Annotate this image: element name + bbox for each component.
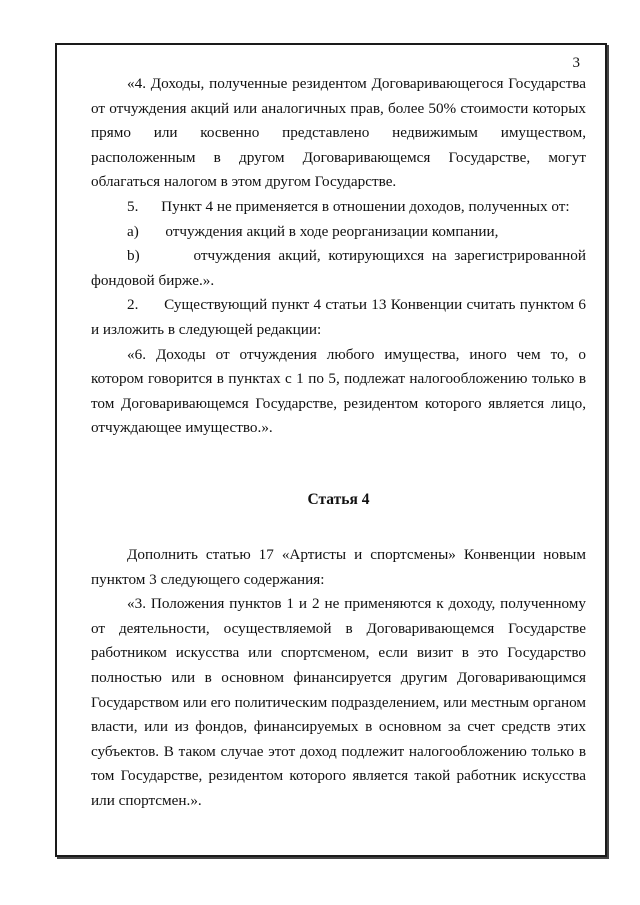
paragraph-quote-3: «3. Положения пунктов 1 и 2 не применяются к доходу, полученному от деятельности, осуществляемой в Договаривающемся Государстве работником искусства или спортсменом, если визит в это Государство полностью или в основном финансируется другим Договаривающимся Государством или его политическим подразделением, или местным органом власти, или из фондов, финансируемых в основном за счет средств этих субъектов. В таком случае этот доход подлежит налогообложению только в том Государстве, резидентом которого является такой работник искусства или спортсмен.». xyxy=(91,595,586,809)
article-4-title: Статья 4 xyxy=(307,491,370,508)
subparagraph-b-text: отчуждения акций, котирующихся на зарегистрированной фондовой бирже.». xyxy=(91,247,586,289)
article3-continuation xyxy=(91,72,586,441)
page-number: 3 xyxy=(572,55,580,71)
subparagraph-b-label: b) xyxy=(127,247,140,265)
paragraph-2 xyxy=(91,293,586,342)
paragraph-2-number: 2. xyxy=(127,296,139,314)
subparagraph-a-text: отчуждения акций в ходе реорганизации компании, xyxy=(165,222,499,240)
paragraph-5-number: 5. xyxy=(127,197,139,215)
paragraph-2-text: Существующий пункт 4 статьи 13 Конвенции считать пунктом 6 и изложить в следующей редакции: xyxy=(91,296,587,338)
article4-body xyxy=(91,543,586,814)
subparagraph-a-label: a) xyxy=(127,222,139,240)
subparagraph-b xyxy=(91,244,586,293)
paragraph-5 xyxy=(91,195,586,220)
paragraph-5-text: Пункт 4 не применяется в отношении доходов, полученных от: xyxy=(161,197,570,215)
paragraph-quote-4: «4. Доходы, полученные резидентом Договаривающегося Государства от отчуждения акций или аналогичных прав, более 50% стоимости которых прямо или косвенно представлено недвижимым имуществом, расположенным в другом Договаривающемся Государстве, могут облагаться налогом в этом другом Государстве. xyxy=(91,75,586,191)
paragraph-quote-6: «6. Доходы от отчуждения любого имущества, иного чем то, о котором говорится в пунктах с 1 по 5, подлежат налогообложению только в том Договаривающемся Государстве, резидентом которого является лицо, отчуждающее имущество.». xyxy=(91,345,586,437)
subparagraph-a xyxy=(91,220,586,245)
article4-intro-paragraph: Дополнить статью 17 «Артисты и спортсмены» Конвенции новым пунктом 3 следующего содержания: xyxy=(91,546,586,588)
